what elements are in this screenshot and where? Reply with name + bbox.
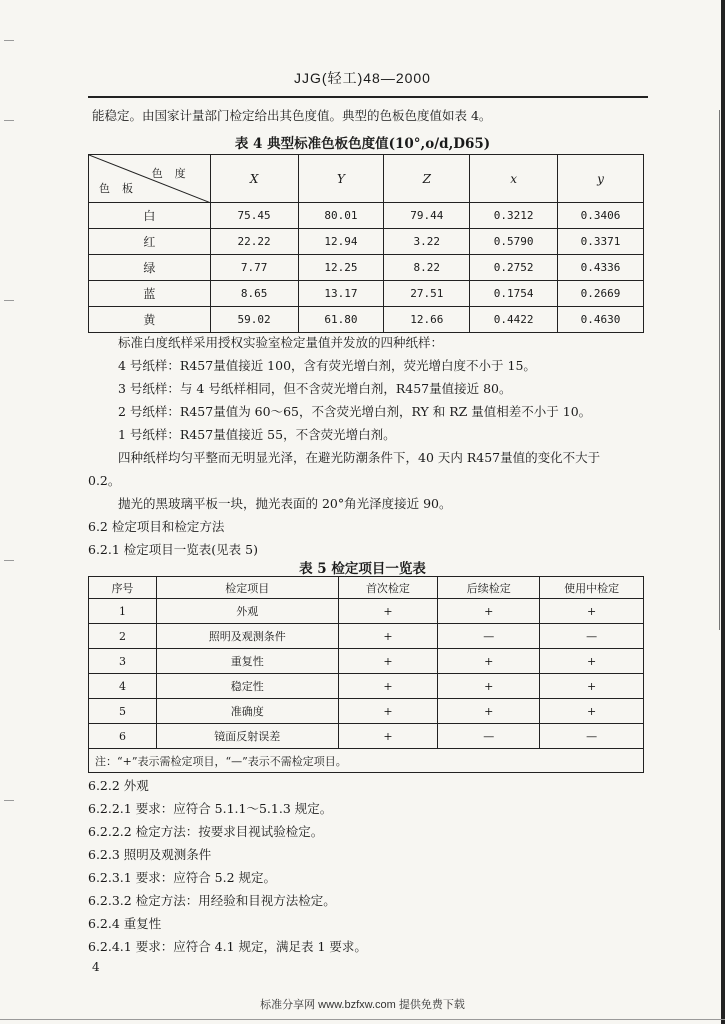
- footer-rule: [0, 1019, 725, 1020]
- table5-row: [89, 599, 644, 624]
- table4-col-header: x: [470, 155, 558, 203]
- table4-col-header: y: [558, 155, 644, 203]
- table5-cell: +: [338, 649, 438, 674]
- table4-cell: 12.66: [384, 307, 470, 333]
- table5-header: 使用中检定: [540, 577, 644, 599]
- paragraph: 6.2.4.1 要求：应符合 4.1 规定，满足表 1 要求。: [88, 939, 367, 954]
- paragraph: 6.2.3.2 检定方法：用经验和目视方法检定。: [88, 893, 336, 908]
- table5: [88, 576, 644, 773]
- table5-cell: 1: [89, 599, 157, 624]
- table4-cell: 0.3406: [558, 203, 644, 229]
- table5-cell: 6: [89, 724, 157, 749]
- table5-cell: 5: [89, 699, 157, 724]
- table5-header: 检定项目: [156, 577, 338, 599]
- table4-cell: 13.17: [298, 281, 384, 307]
- table4-col-header: Y: [298, 155, 384, 203]
- paragraph: 标准白度纸样采用授权实验室检定量值并发放的四种纸样：: [118, 335, 444, 350]
- paragraph: 抛光的黑玻璃平板一块，抛光表面的 20°角光泽度接近 90。: [118, 496, 452, 511]
- section-heading: 6.2 检定项目和检定方法: [88, 519, 225, 534]
- table5-header: 首次检定: [338, 577, 438, 599]
- table4-row-label: 蓝: [89, 281, 211, 307]
- table4-cell: 0.4422: [470, 307, 558, 333]
- table5-cell: 稳定性: [156, 674, 338, 699]
- table5-cell: +: [338, 724, 438, 749]
- table5-cell: 重复性: [156, 649, 338, 674]
- table5-cell: +: [540, 599, 644, 624]
- table5-cell: +: [438, 599, 540, 624]
- table5-cell: +: [438, 699, 540, 724]
- table5-cell: 2: [89, 624, 157, 649]
- table4-cell: 7.77: [210, 255, 298, 281]
- table5-note-row: [89, 749, 644, 773]
- table4-row: [89, 281, 644, 307]
- table5-cell: —: [540, 724, 644, 749]
- table4-cell: 27.51: [384, 281, 470, 307]
- page-header: JJG(轻工)48—2000: [294, 70, 431, 86]
- table4-row-label: 红: [89, 229, 211, 255]
- table4-cell: 75.45: [210, 203, 298, 229]
- table5-cell: +: [438, 674, 540, 699]
- header-rule: [88, 96, 648, 98]
- table5-note: 注：“+”表示需检定项目，“—”表示不需检定项目。: [89, 749, 644, 773]
- table4-caption: 表 4 典型标准色板色度值(10°,o/d,D65): [234, 136, 491, 152]
- table4-cell: 0.4630: [558, 307, 644, 333]
- table5-row: [89, 724, 644, 749]
- table5-cell: 外观: [156, 599, 338, 624]
- intro-text: 能稳定。由国家计量部门检定给出其色度值。典型的色板色度值如表 4。: [92, 108, 492, 123]
- section-heading: 6.2.1 检定项目一览表(见表 5): [88, 542, 258, 557]
- table4-cell: 22.22: [210, 229, 298, 255]
- margin-mark: [4, 40, 14, 41]
- table4-cell: 0.1754: [470, 281, 558, 307]
- table5-header: 后续检定: [438, 577, 540, 599]
- table4-cell: 0.3212: [470, 203, 558, 229]
- table4-cell: 61.80: [298, 307, 384, 333]
- table5-cell: 4: [89, 674, 157, 699]
- table4-row-label: 绿: [89, 255, 211, 281]
- margin-mark: [4, 120, 14, 121]
- table5-cell: —: [438, 624, 540, 649]
- table4-corner-bottom: 色板: [99, 182, 145, 195]
- section-heading: 6.2.2 外观: [88, 778, 149, 793]
- table4-cell: 0.5790: [470, 229, 558, 255]
- section-heading: 6.2.4 重复性: [88, 916, 162, 931]
- paragraph: 2 号纸样：R457量值为 60～65，不含荧光增白剂，RY 和 RZ 量值相差不小于 10。: [118, 404, 592, 419]
- table4-row: [89, 255, 644, 281]
- table4-cell: 0.4336: [558, 255, 644, 281]
- table4-cell: 3.22: [384, 229, 470, 255]
- paragraph: 四种纸样均匀平整而无明显光泽，在避光防潮条件下，40 天内 R457量值的变化不大于: [118, 450, 601, 465]
- table5-cell: 镜面反射误差: [156, 724, 338, 749]
- table4-cell: 12.25: [298, 255, 384, 281]
- table4: [88, 154, 644, 333]
- table5-cell: +: [540, 699, 644, 724]
- table4-corner: [89, 155, 211, 203]
- footer-watermark: 标准分享网 www.bzfxw.com 提供免费下载: [260, 999, 465, 1011]
- table5-cell: +: [540, 649, 644, 674]
- scan-edge: [721, 0, 725, 1024]
- table4-cell: 8.65: [210, 281, 298, 307]
- table5-row: [89, 699, 644, 724]
- table4-cell: 0.2669: [558, 281, 644, 307]
- table5-row: [89, 624, 644, 649]
- table5-row: [89, 674, 644, 699]
- paragraph: 4 号纸样：R457量值接近 100，含有荧光增白剂，荧光增白度不小于 15。: [118, 358, 536, 373]
- table4-corner-top: 色度: [151, 167, 198, 180]
- paragraph: 0.2。: [88, 473, 121, 488]
- table5-cell: +: [338, 624, 438, 649]
- table4-cell: 12.94: [298, 229, 384, 255]
- table5-cell: —: [540, 624, 644, 649]
- table5-cell: —: [438, 724, 540, 749]
- table5-header: 序号: [89, 577, 157, 599]
- table4-col-header: Z: [384, 155, 470, 203]
- paragraph: 6.2.2.2 检定方法：按要求目视试验检定。: [88, 824, 324, 839]
- table5-caption: 表 5 检定项目一览表: [299, 561, 426, 577]
- table4-cell: 0.3371: [558, 229, 644, 255]
- table4-cell: 8.22: [384, 255, 470, 281]
- table4-cell: 79.44: [384, 203, 470, 229]
- page-number: 4: [92, 960, 100, 974]
- table4-row: [89, 229, 644, 255]
- table5-cell: +: [338, 599, 438, 624]
- paragraph: 6.2.3.1 要求：应符合 5.2 规定。: [88, 870, 277, 885]
- margin-mark: [4, 300, 14, 301]
- scan-edge-line: [719, 110, 720, 630]
- table4-row-label: 黄: [89, 307, 211, 333]
- table4-cell: 0.2752: [470, 255, 558, 281]
- table5-cell: 准确度: [156, 699, 338, 724]
- margin-mark: [4, 800, 14, 801]
- table5-cell: +: [540, 674, 644, 699]
- table5-cell: +: [438, 649, 540, 674]
- section-heading: 6.2.3 照明及观测条件: [88, 847, 212, 862]
- table4-row: [89, 203, 644, 229]
- table5-cell: +: [338, 674, 438, 699]
- table4-cell: 59.02: [210, 307, 298, 333]
- table5-cell: +: [338, 699, 438, 724]
- table4-row-label: 白: [89, 203, 211, 229]
- table5-cell: 照明及观测条件: [156, 624, 338, 649]
- paragraph: 6.2.2.1 要求：应符合 5.1.1～5.1.3 规定。: [88, 801, 333, 816]
- table4-col-header: X: [210, 155, 298, 203]
- table4-row: [89, 307, 644, 333]
- table5-row: [89, 649, 644, 674]
- paragraph: 1 号纸样：R457量值接近 55，不含荧光增白剂。: [118, 427, 396, 442]
- table4-cell: 80.01: [298, 203, 384, 229]
- paragraph: 3 号纸样：与 4 号纸样相同，但不含荧光增白剂，R457量值接近 80。: [118, 381, 512, 396]
- table5-cell: 3: [89, 649, 157, 674]
